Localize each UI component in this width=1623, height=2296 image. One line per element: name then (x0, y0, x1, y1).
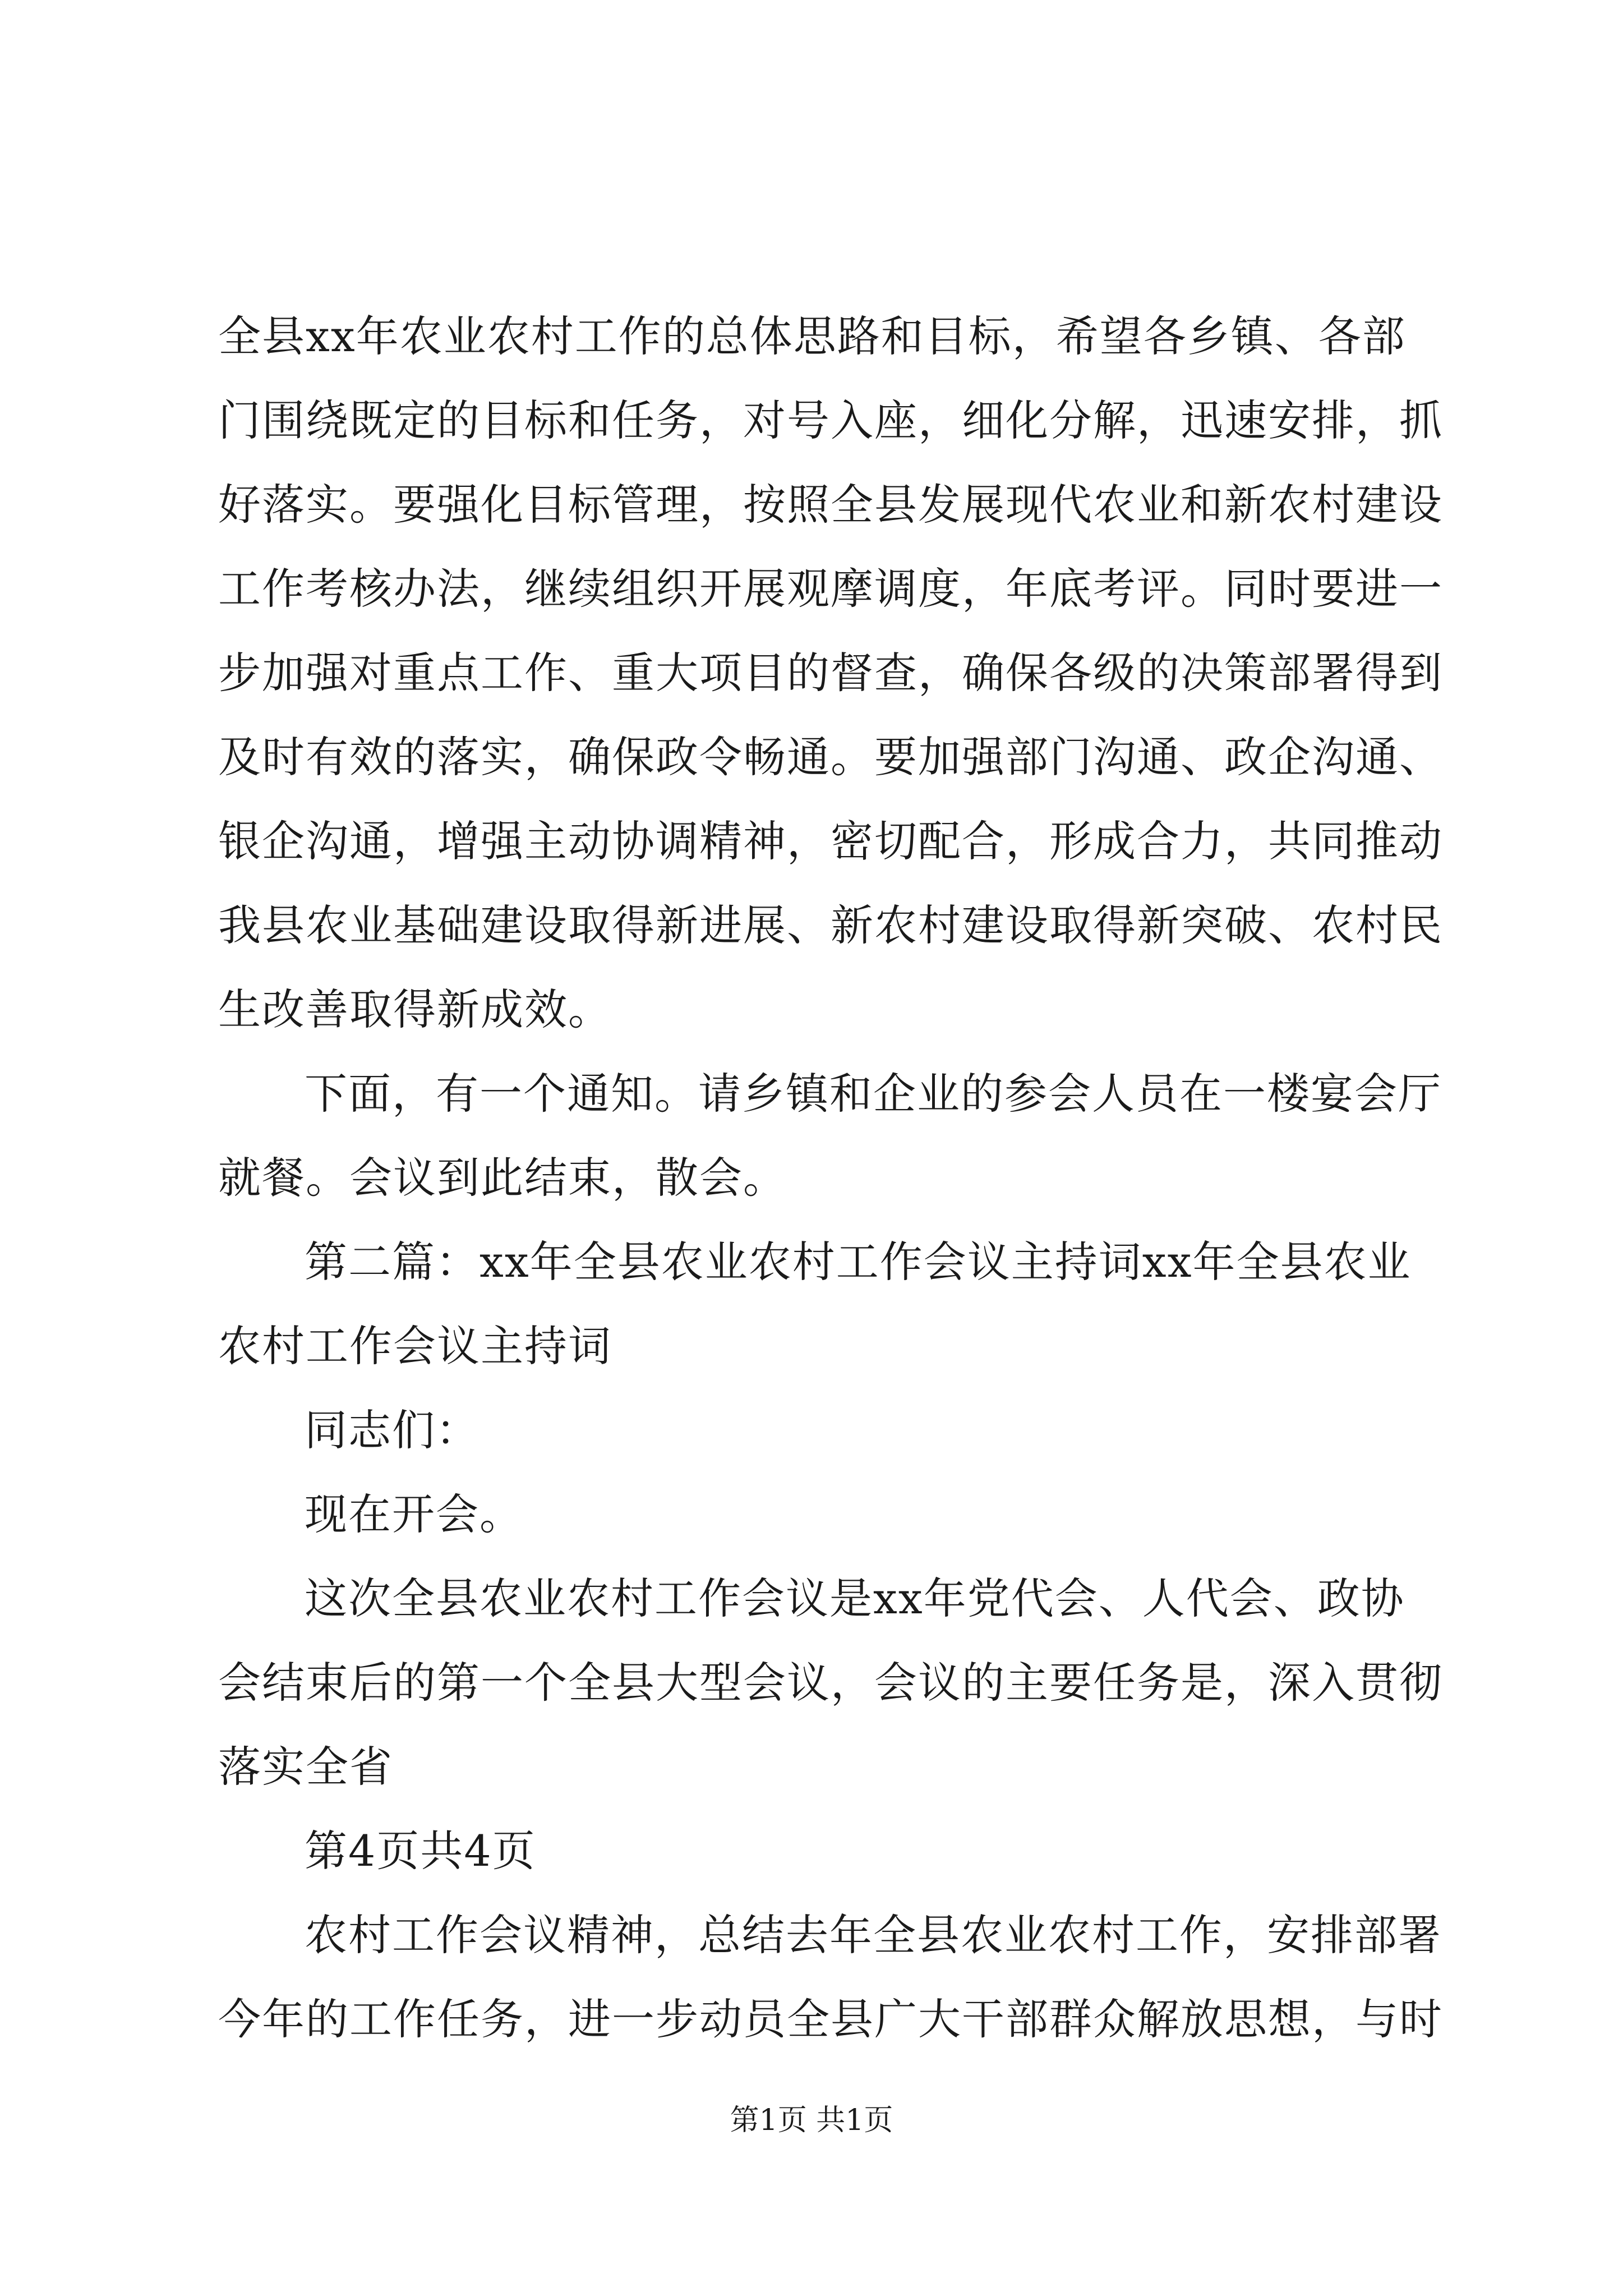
section-heading-line: 第二篇：xx年全县农业农村工作会议主持词xx年全县农业 (305, 1237, 1412, 1287)
body-line: 工作考核办法，继续组织开展观摩调度，年底考评。同时要进一 (218, 564, 1443, 614)
body-line: 及时有效的落实，确保政令畅通。要加强部门沟通、政企沟通、 (218, 732, 1443, 782)
body-line: 就餐。会议到此结束，散会。 (218, 1153, 787, 1203)
body-line: 农村工作会议精神，总结去年全县农业农村工作，安排部署 (305, 1910, 1442, 1960)
body-line: 落实全省 (218, 1742, 393, 1792)
body-line: 门围绕既定的目标和任务，对号入座，细化分解，迅速安排，抓 (218, 395, 1443, 445)
page-footer: 第1页 共1页 (730, 2104, 893, 2137)
body-line: 全县xx年农业农村工作的总体思路和目标，希望各乡镇、各部 (218, 311, 1406, 361)
salutation: 同志们： (305, 1405, 479, 1455)
section-heading-line: 农村工作会议主持词 (218, 1321, 612, 1371)
body-line: 下面，有一个通知。请乡镇和企业的参会人员在一楼宴会厅 (305, 1069, 1442, 1119)
body-line: 银企沟通，增强主动协调精神，密切配合，形成合力，共同推动 (218, 816, 1443, 866)
body-line: 会结束后的第一个全县大型会议，会议的主要任务是，深入贯彻 (218, 1658, 1443, 1708)
body-line: 步加强对重点工作、重大项目的督查，确保各级的决策部署得到 (218, 648, 1443, 698)
body-line: 现在开会。 (305, 1489, 523, 1539)
body-line: 我县农业基础建设取得新进展、新农村建设取得新突破、农村民 (218, 900, 1443, 950)
inline-page-number: 第4页共4页 (305, 1826, 536, 1876)
body-line: 这次全县农业农村工作会议是xx年党代会、人代会、政协 (305, 1573, 1405, 1623)
body-line: 好落实。要强化目标管理，按照全县发展现代农业和新农村建设 (218, 480, 1443, 530)
body-line: 今年的工作任务，进一步动员全县广大干部群众解放思想，与时 (218, 1994, 1443, 2044)
body-line: 生改善取得新成效。 (218, 984, 612, 1034)
